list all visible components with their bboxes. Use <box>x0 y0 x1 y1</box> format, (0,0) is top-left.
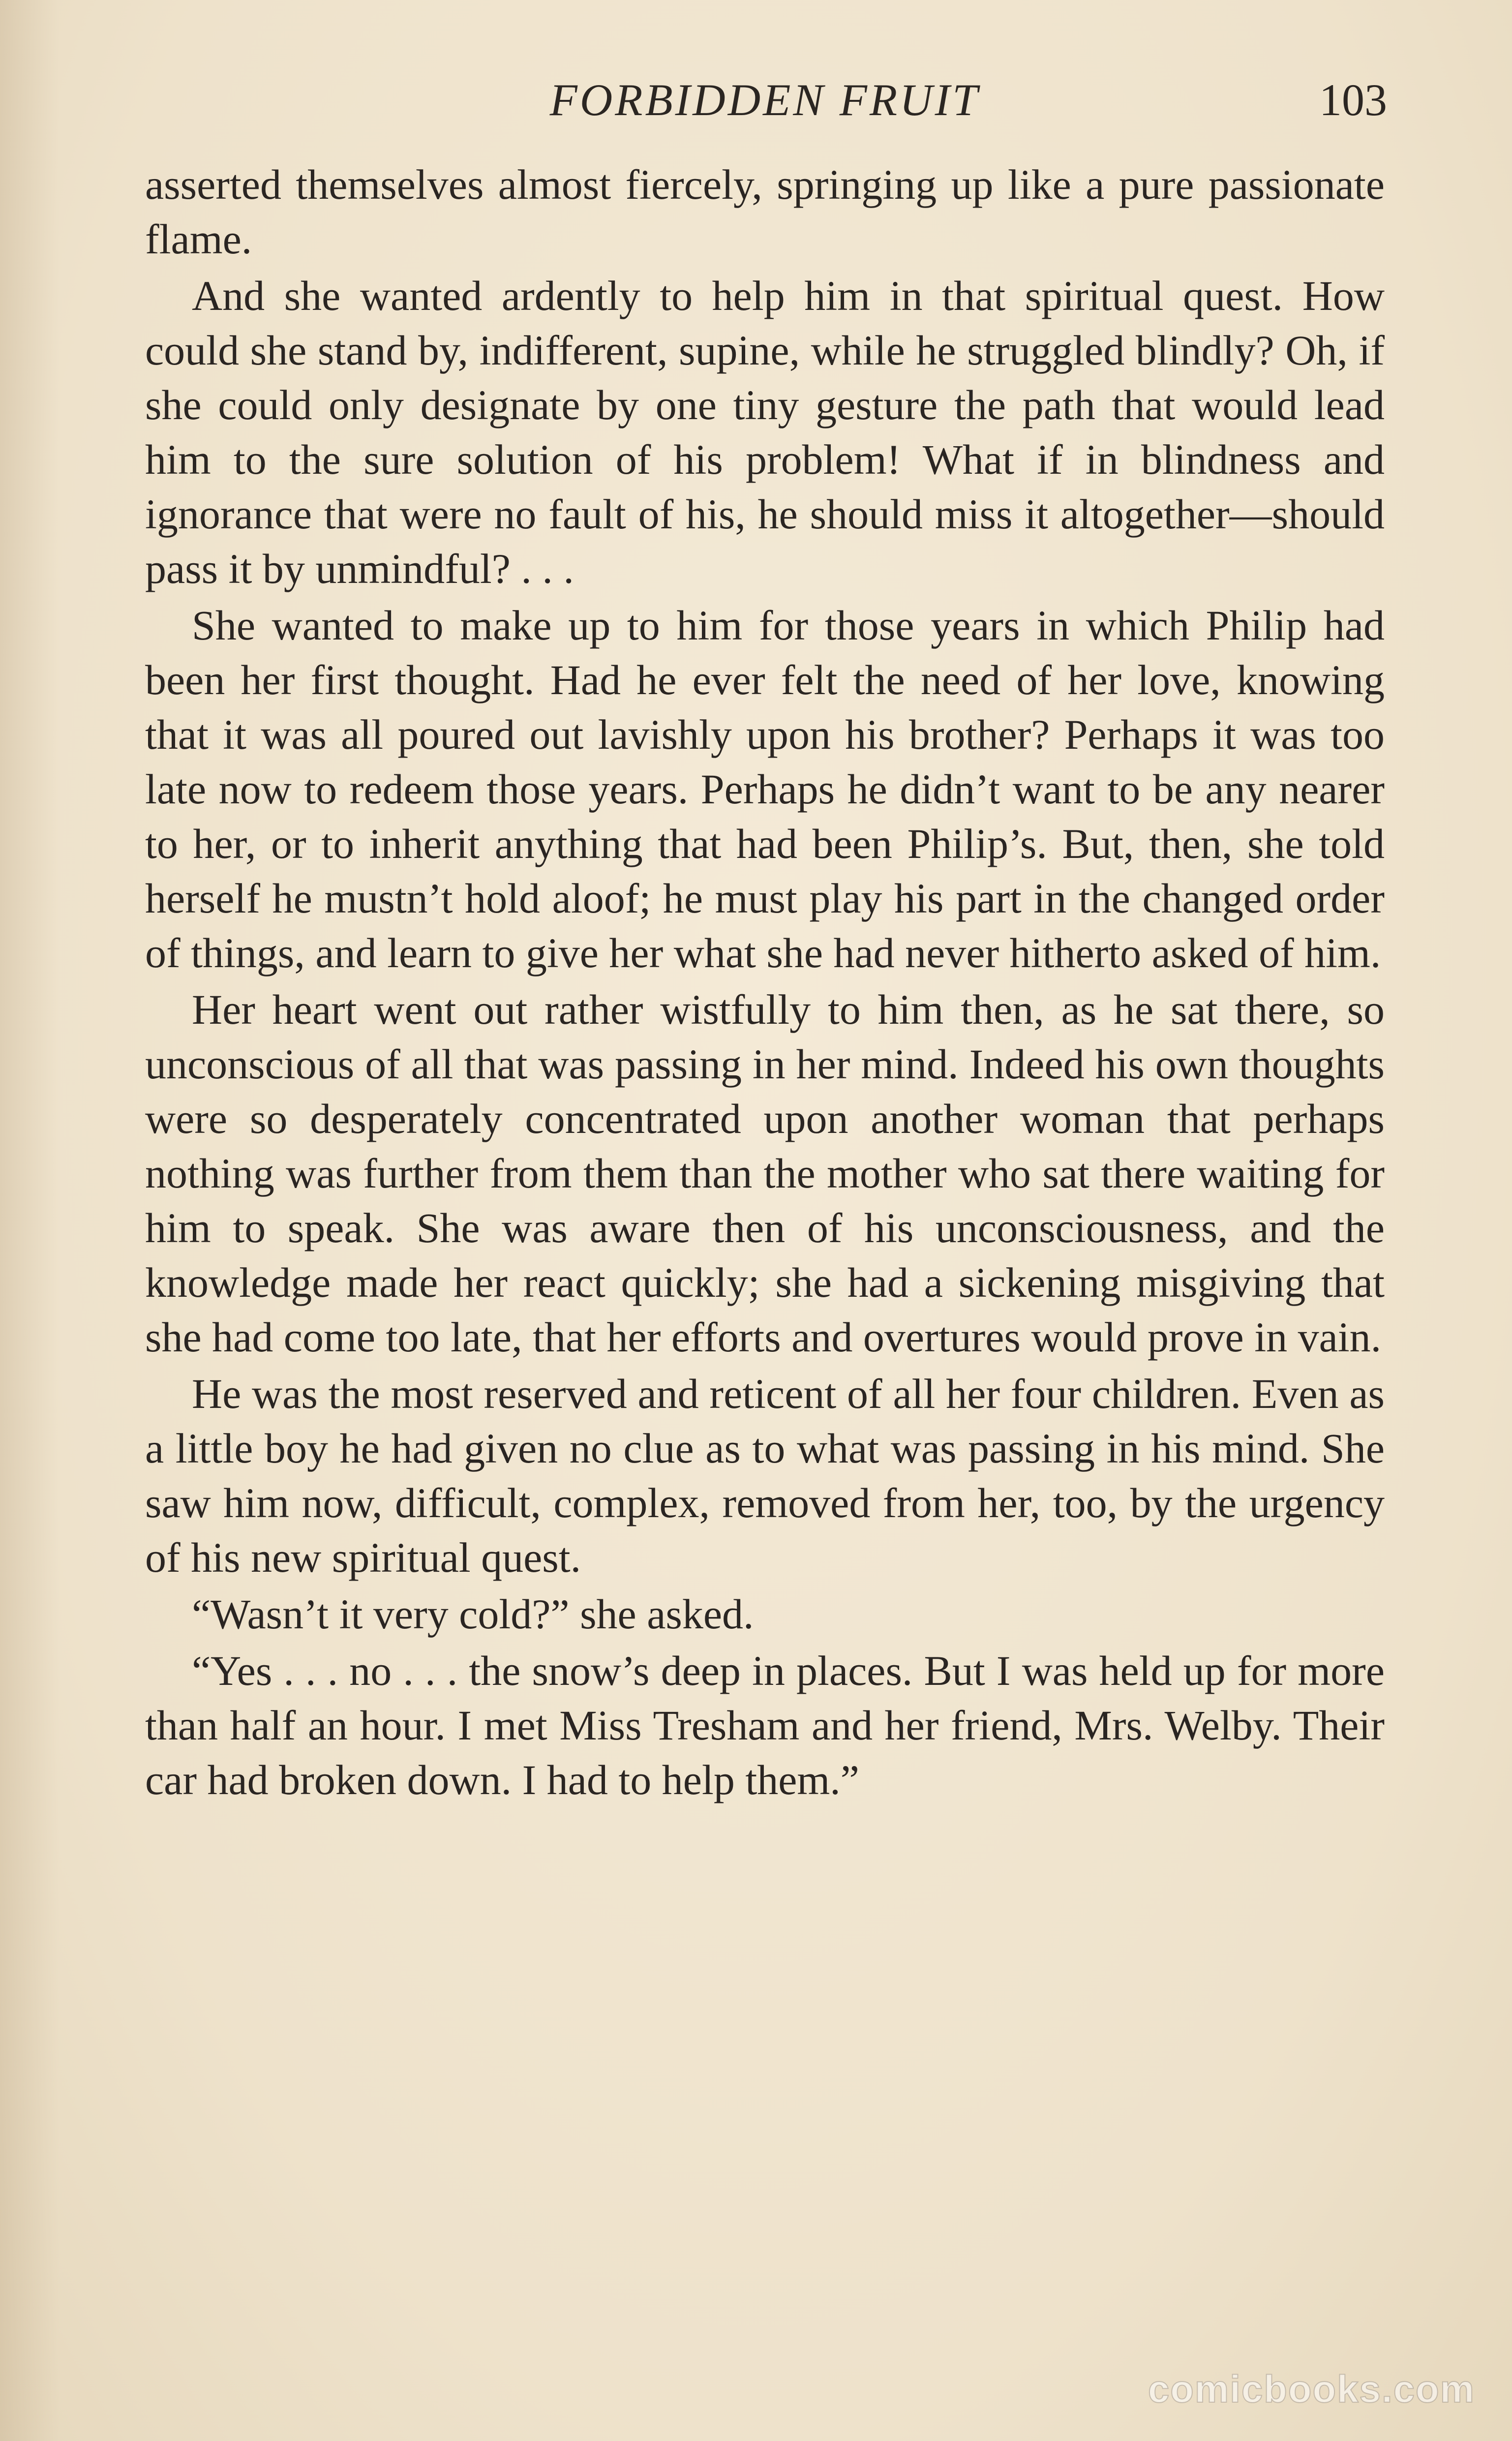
watermark: comicbooks.com <box>1148 2367 1475 2410</box>
running-title: FORBIDDEN FRUIT <box>549 75 980 125</box>
paragraph-1: asserted themselves almost fiercely, springing up like a pure passionate flame. <box>145 161 1385 263</box>
running-head <box>143 74 1387 133</box>
paragraph-3: She wanted to make up to him for those years in which Philip had been her first thought. Had he ever felt the need of her love, knowing that it was all poured out lavishly upon his brother? Perhaps it was too late now to redeem those years. Perhaps he didn’t want to be any nearer to her, or to inherit anything that had been Philip’s. But, then, she told herself he mustn’t hold aloof; he must play his part in the changed order of things, and learn to give her what she had never hitherto asked of him. <box>145 602 1385 976</box>
body-text <box>145 157 1385 1809</box>
paragraph-2: And she wanted ardently to help him in that spiritual quest. How could she stand by, indifferent, supine, while he struggled blindly? Oh, if she could only designate by one tiny gesture the path that would lead him to the sure solution of his problem! What if in blindness and ignorance that were no fault of his, he should miss it altogether—should pass it by unmindful? . . . <box>145 272 1385 592</box>
paragraph-6: “Wasn’t it very cold?” she asked. <box>192 1590 754 1638</box>
page-number: 103 <box>1319 75 1387 125</box>
paragraph-5: He was the most reserved and reticent of all her four children. Even as a little boy he had given no clue as to what was passing in his mind. She saw him now, difficult, complex, removed from her, too, by the urgency of his new spiritual quest. <box>145 1370 1385 1581</box>
paragraph-4: Her heart went out rather wistfully to him then, as he sat there, so unconscious of all that was passing in her mind. Indeed his own thoughts were so desperately concentrated upon another woman that perhaps nothing was further from them than the mother who sat there waiting for him to speak. She was aware then of his unconsciousness, and the knowledge made her react quickly; she had a sickening misgiving that she had come too late, that her efforts and overtures would prove in vain. <box>145 986 1385 1361</box>
paragraph-7: “Yes . . . no . . . the snow’s deep in places. But I was held up for more than half an hour. I met Miss Tresham and her friend, Mrs. Welby. Their car had broken down. I had to help them.” <box>145 1647 1385 1803</box>
